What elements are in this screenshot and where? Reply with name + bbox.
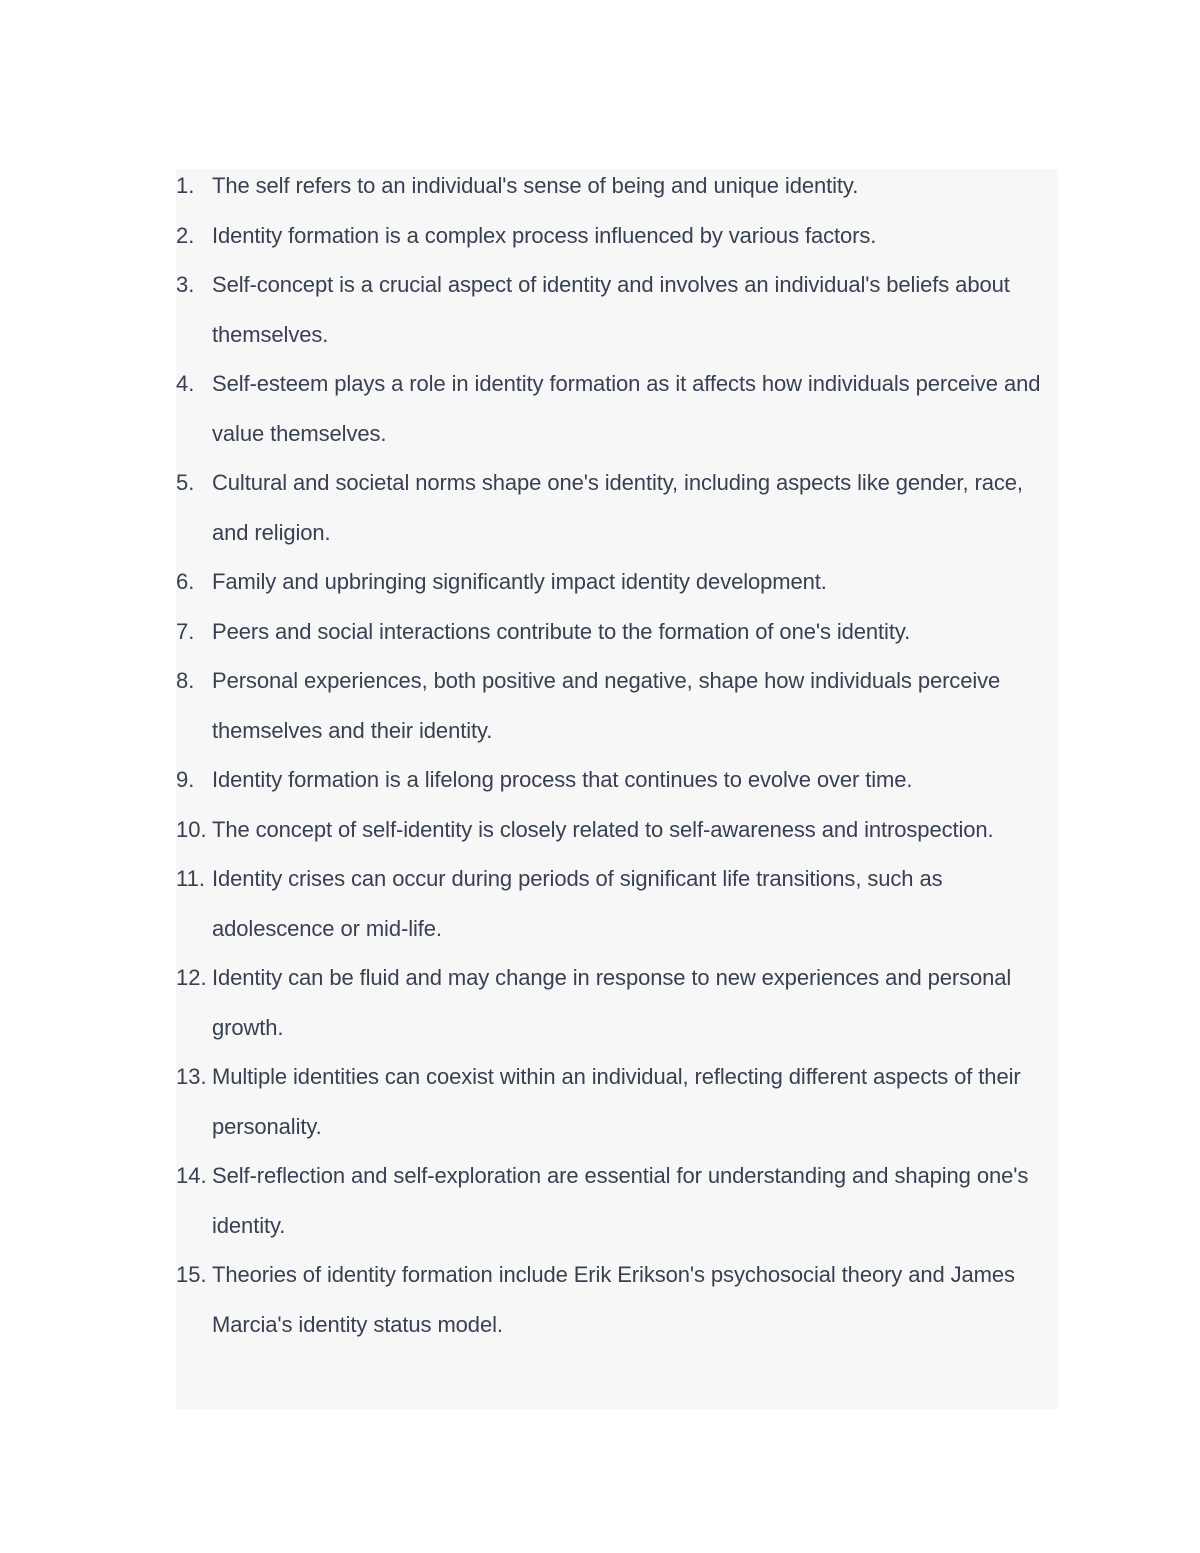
list-item-number: 5. <box>176 470 195 495</box>
list-item-number: 1. <box>176 173 195 198</box>
list-item-text: Multiple identities can coexist within an individual, reflecting different aspects of their personality. <box>212 1064 1021 1139</box>
list-items <box>176 161 1058 1349</box>
list-item <box>176 211 1058 261</box>
list-item-text: Theories of identity formation include Erik Erikson's psychosocial theory and James Marcia's identity status model. <box>212 1262 1015 1337</box>
list-item-text: Identity can be fluid and may change in response to new experiences and personal growth. <box>212 965 1012 1040</box>
list-item <box>176 805 1058 855</box>
list-item <box>176 260 1058 359</box>
list-item-text: Personal experiences, both positive and negative, shape how individuals perceive themselves and their identity. <box>212 668 1001 743</box>
list-item <box>176 854 1058 953</box>
list-item-text: Self-reflection and self-exploration are essential for understanding and shaping one's identity. <box>212 1163 1029 1238</box>
list-item <box>176 1151 1058 1250</box>
list-item-number: 14. <box>176 1163 207 1188</box>
list-item-text: Self-esteem plays a role in identity formation as it affects how individuals perceive and value themselves. <box>212 371 1041 446</box>
list-item-number: 7. <box>176 618 195 644</box>
list-item <box>176 458 1058 557</box>
list-item <box>176 755 1058 805</box>
list-item <box>176 1250 1058 1349</box>
list-item-number: 4. <box>176 371 195 396</box>
list-item-text: The concept of self-identity is closely related to self-awareness and introspection. <box>212 816 994 842</box>
list-item-text: Identity crises can occur during periods of significant life transitions, such as adolescence or mid-life. <box>212 866 943 941</box>
list-item-text: Self-concept is a crucial aspect of identity and involves an individual's beliefs about themselves. <box>212 272 1010 347</box>
list-item-number: 12. <box>176 965 207 990</box>
list-item <box>176 953 1058 1052</box>
list-item <box>176 656 1058 755</box>
list-item-number: 15. <box>176 1262 207 1287</box>
list-item-text: Cultural and societal norms shape one's identity, including aspects like gender, race, and religion. <box>212 470 1023 545</box>
list-item-text: Family and upbringing significantly impact identity development. <box>212 569 827 594</box>
list-item-number: 11. <box>176 866 205 891</box>
list-item <box>176 607 1058 657</box>
list-item-number: 3. <box>176 272 195 297</box>
list-item-number: 13. <box>176 1064 207 1089</box>
list-item-text: Identity formation is a complex process influenced by various factors. <box>212 222 877 248</box>
list-item <box>176 161 1058 211</box>
list-item-number: 9. <box>176 767 195 792</box>
list-item-number: 8. <box>176 668 195 693</box>
list-item <box>176 557 1058 607</box>
numbered-list <box>176 169 1058 1409</box>
list-item <box>176 1052 1058 1151</box>
list-item-text: Peers and social interactions contribute to the formation of one's identity. <box>212 618 911 644</box>
list-item-text: The self refers to an individual's sense of being and unique identity. <box>212 173 859 198</box>
list-item-text: Identity formation is a lifelong process that continues to evolve over time. <box>212 767 913 792</box>
list-item <box>176 359 1058 458</box>
list-item-number: 6. <box>176 569 195 594</box>
list-item-number: 2. <box>176 222 195 248</box>
list-item-number: 10. <box>176 816 207 842</box>
